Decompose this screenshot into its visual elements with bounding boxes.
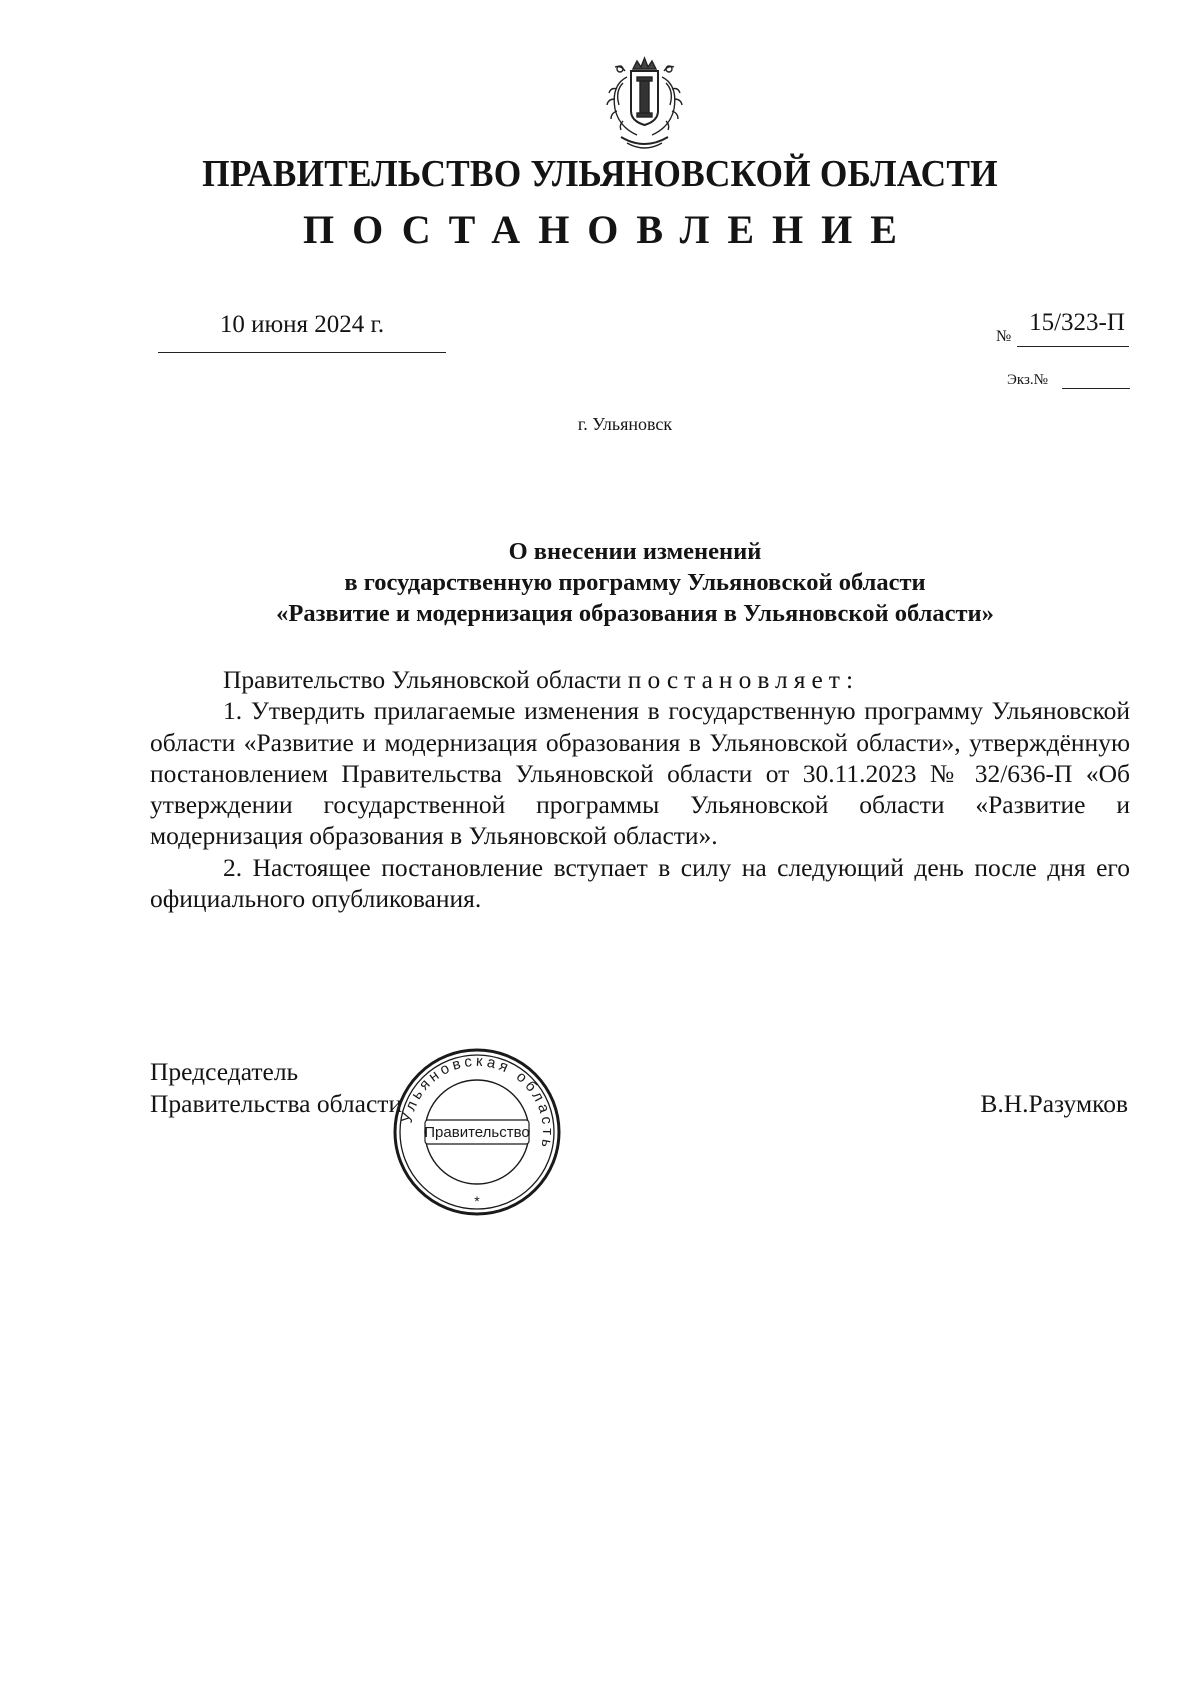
coat-of-arms-icon [597, 55, 692, 155]
preamble-paragraph [150, 664, 1130, 695]
city-label: г. Ульяновск [577, 414, 673, 434]
date-field [158, 308, 446, 342]
signatory-role [150, 1056, 402, 1120]
organization-title: ПРАВИТЕЛЬСТВО УЛЬЯНОВСКОЙ ОБЛАСТИ [202, 153, 998, 195]
preamble-colon: : [845, 665, 854, 694]
copy-number-label: Экз.№ [1007, 372, 1048, 388]
item-2-paragraph: 2. Настоящее постановление вступает в силу на следующий день после дня его официального опубликования. [150, 852, 1130, 914]
preamble-text: Правительство Ульяновской области [223, 665, 628, 694]
date-underline [158, 352, 446, 353]
item-1-paragraph: 1. Утвердить прилагаемые изменения в государственную программу Ульяновской области «Развитие и модернизация образования в Ульяновской области», утверждённую постановлением Правительства Ульяновской области от 30.11.2023 № 32/636-П «Об утверждении государственной программы Ульяновской области «Развитие и модернизация образования в Ульяновской области». [150, 696, 1130, 851]
signatory-role-line: Председатель [150, 1057, 299, 1086]
document-type-title: ПОСТАНОВЛЕНИЕ [303, 207, 915, 252]
heading-line: «Развитие и модернизация образования в Ульяновской области» [276, 600, 994, 627]
official-stamp [391, 1046, 563, 1218]
stamp-star: * [474, 1193, 480, 1209]
number-sign: № [996, 328, 1012, 345]
number-underline [1017, 346, 1129, 347]
signatory-role-line: Правительства области [150, 1089, 403, 1118]
preamble-verb: постановляет [627, 665, 846, 694]
copy-number-underline [1062, 388, 1130, 389]
document-heading [150, 536, 1120, 629]
signatory-name: В.Н.Разумков [980, 1089, 1128, 1118]
document-number: 15/323-П [1029, 309, 1125, 336]
document-body [150, 664, 1130, 914]
stamp-outer-text: Ульяновская область [398, 1052, 557, 1153]
heading-line: в государственную программу Ульяновской области [344, 569, 926, 596]
heading-line: О внесении изменений [508, 538, 762, 565]
document-date: 10 июня 2024 г. [219, 311, 385, 338]
stamp-center-text: Правительство [424, 1124, 530, 1141]
